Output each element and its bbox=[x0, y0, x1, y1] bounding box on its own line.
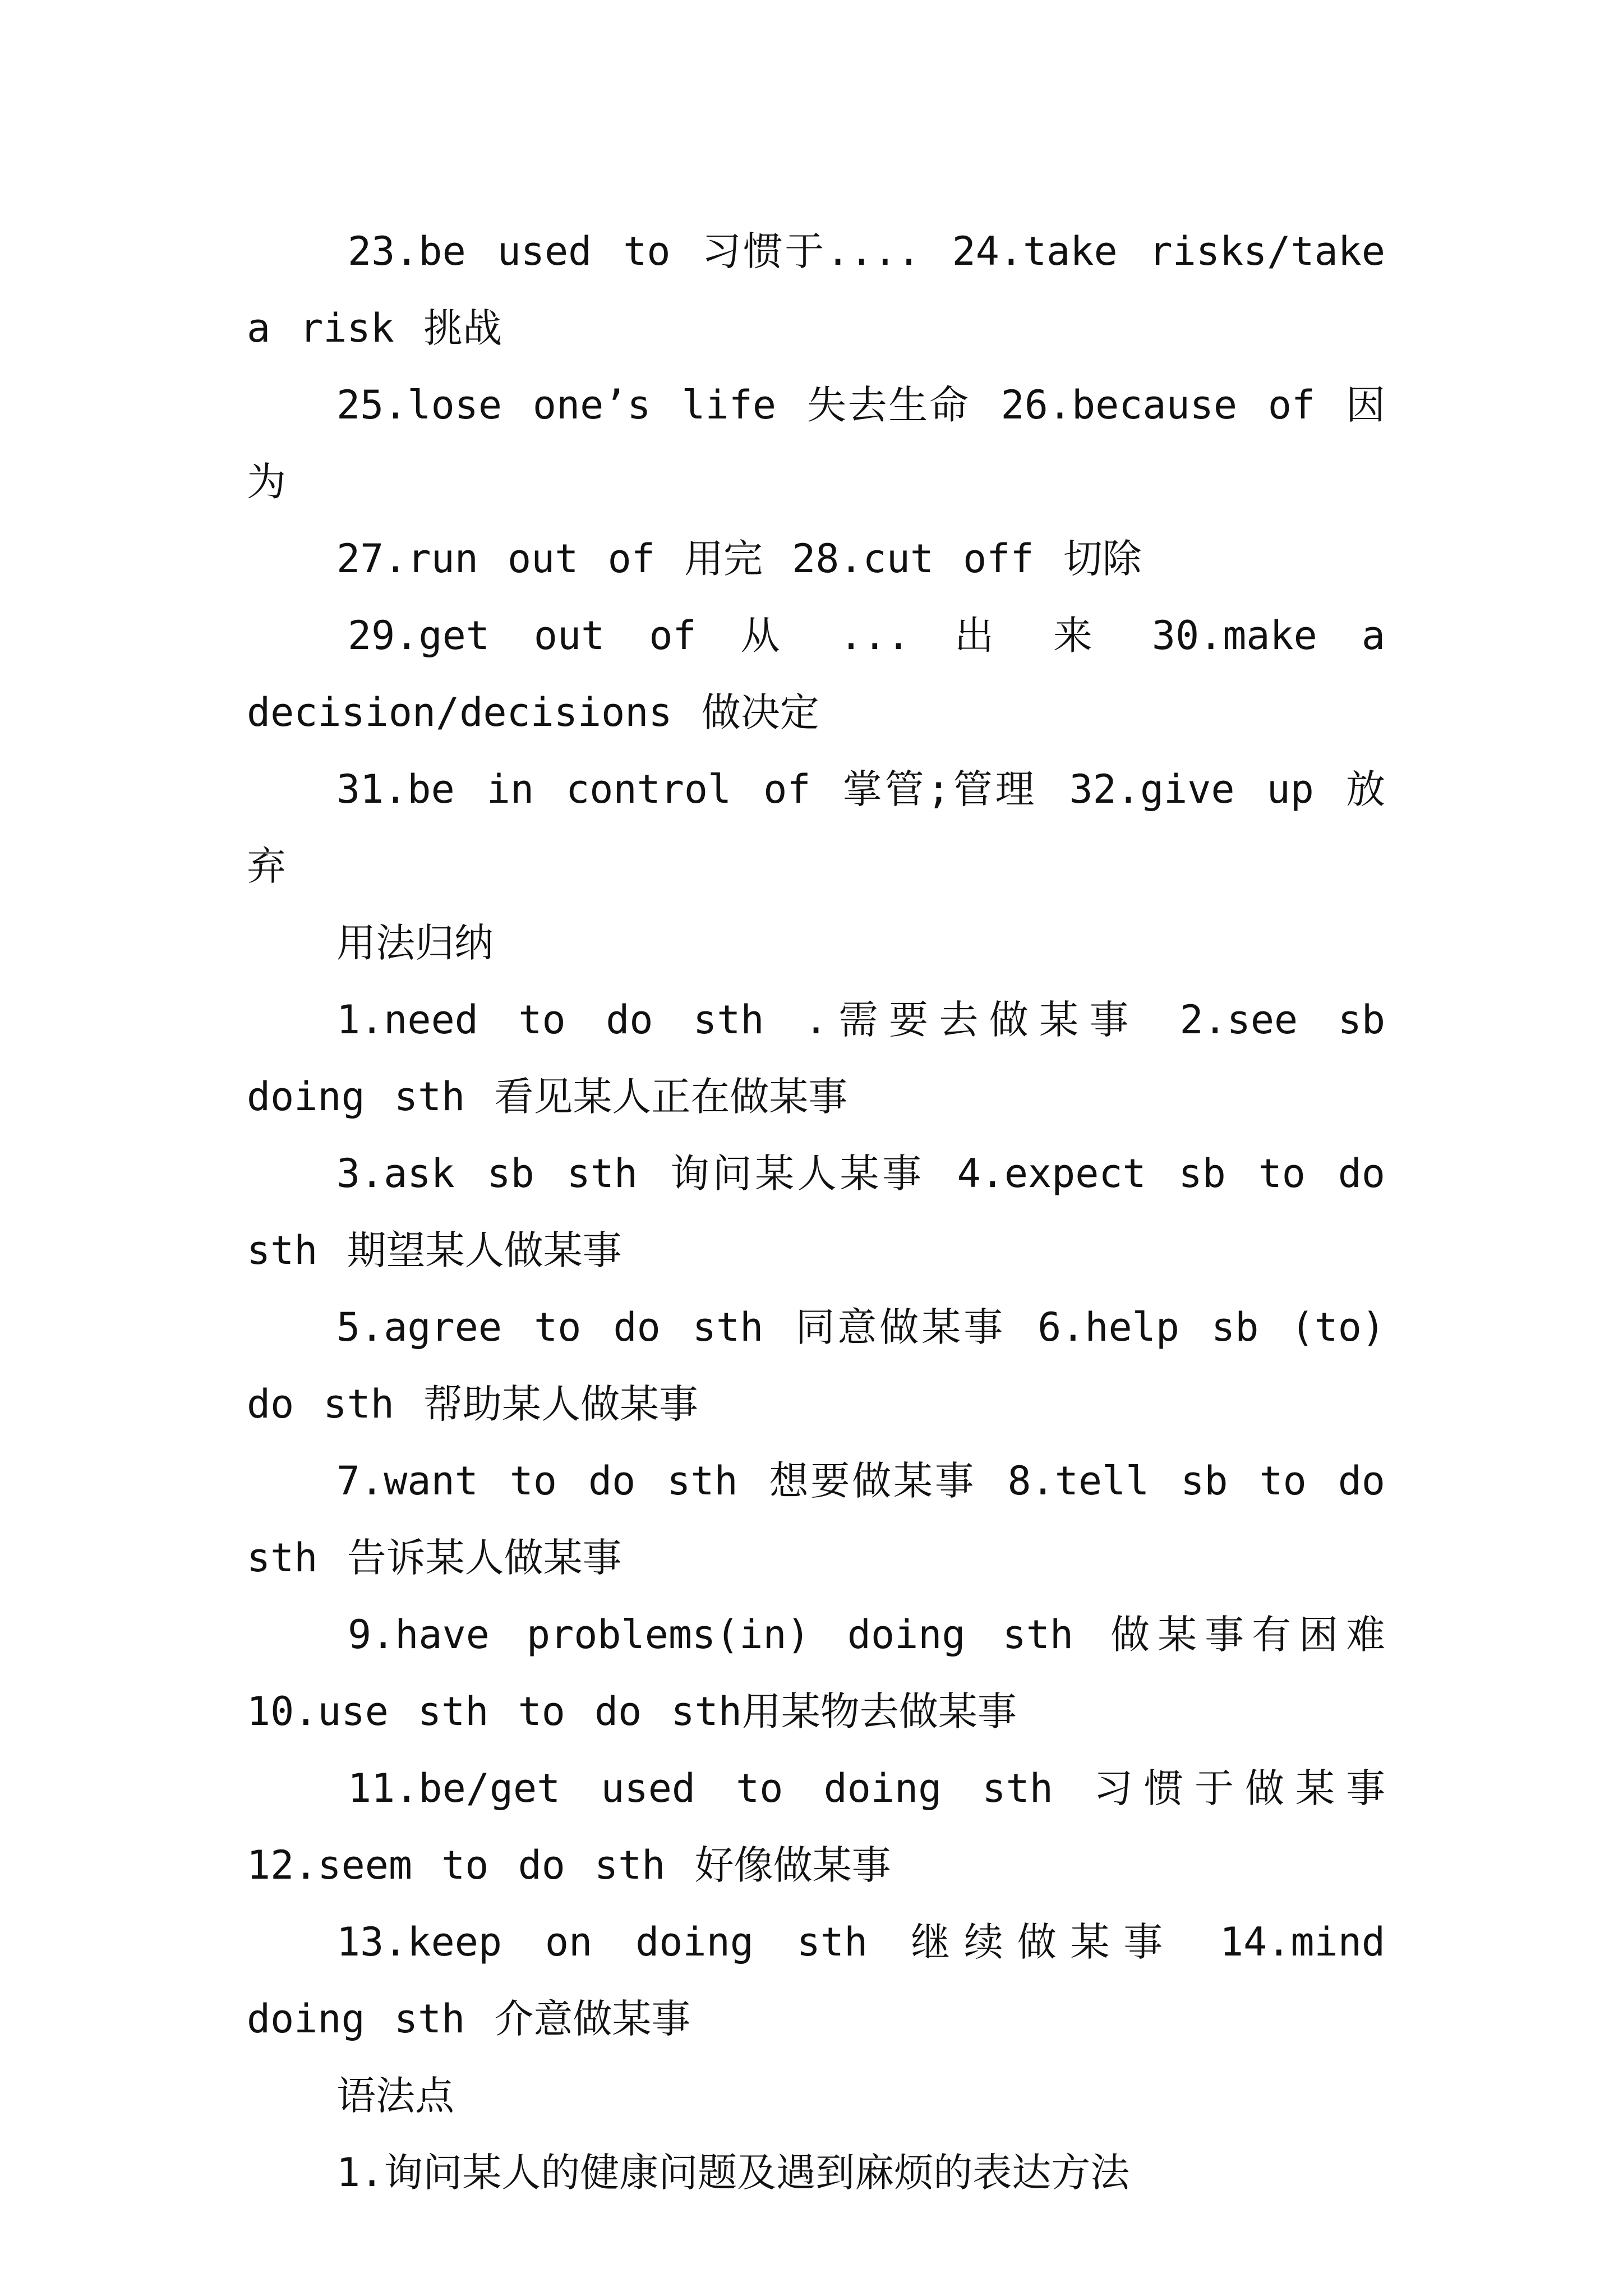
phrase-item: 27.run out of 用完 28.cut off 切除 bbox=[336, 536, 1142, 582]
phrase-item: 31.be in control of 掌管;管理 32.give up 放弃 bbox=[247, 766, 1385, 889]
usage-item: 5.agree to do sth 同意做某事 6.help sb (to) do sth 帮助某人做某事 bbox=[247, 1304, 1385, 1427]
phrase-item: 29.get out of 从 ... 出 来 30.make a decision/decisions 做决定 bbox=[247, 613, 1385, 735]
grammar-item: 1.询问某人的健康问题及遇到麻烦的表达方法 bbox=[336, 2150, 1130, 2196]
phrase-item: 25.lose one’s life 失去生命 26.because of 因为 bbox=[247, 382, 1385, 505]
usage-item: 11.be/get used to doing sth 习惯于做某事 12.seem to do sth 好像做某事 bbox=[247, 1765, 1385, 1888]
phrase-item: 23.be used to 习惯于.... 24.take risks/take a risk 挑战 bbox=[247, 228, 1385, 351]
document-body bbox=[247, 213, 1385, 2211]
usage-item: 3.ask sb sth 询问某人某事 4.expect sb to do sth 期望某人做某事 bbox=[247, 1151, 1385, 1273]
usage-heading: 用法归纳 bbox=[336, 920, 494, 966]
usage-item: 9.have problems(in) doing sth 做某事有困难 10.use sth to do sth用某物去做某事 bbox=[247, 1612, 1385, 1734]
usage-item: 13.keep on doing sth 继续做某事 14.mind doing sth 介意做某事 bbox=[247, 1919, 1385, 2042]
grammar-heading: 语法点 bbox=[336, 2073, 454, 2119]
usage-item: 1.need to do sth .需要去做某事 2.see sb doing sth 看见某人正在做某事 bbox=[247, 997, 1385, 1120]
usage-item: 7.want to do sth 想要做某事 8.tell sb to do sth 告诉某人做某事 bbox=[247, 1458, 1385, 1581]
